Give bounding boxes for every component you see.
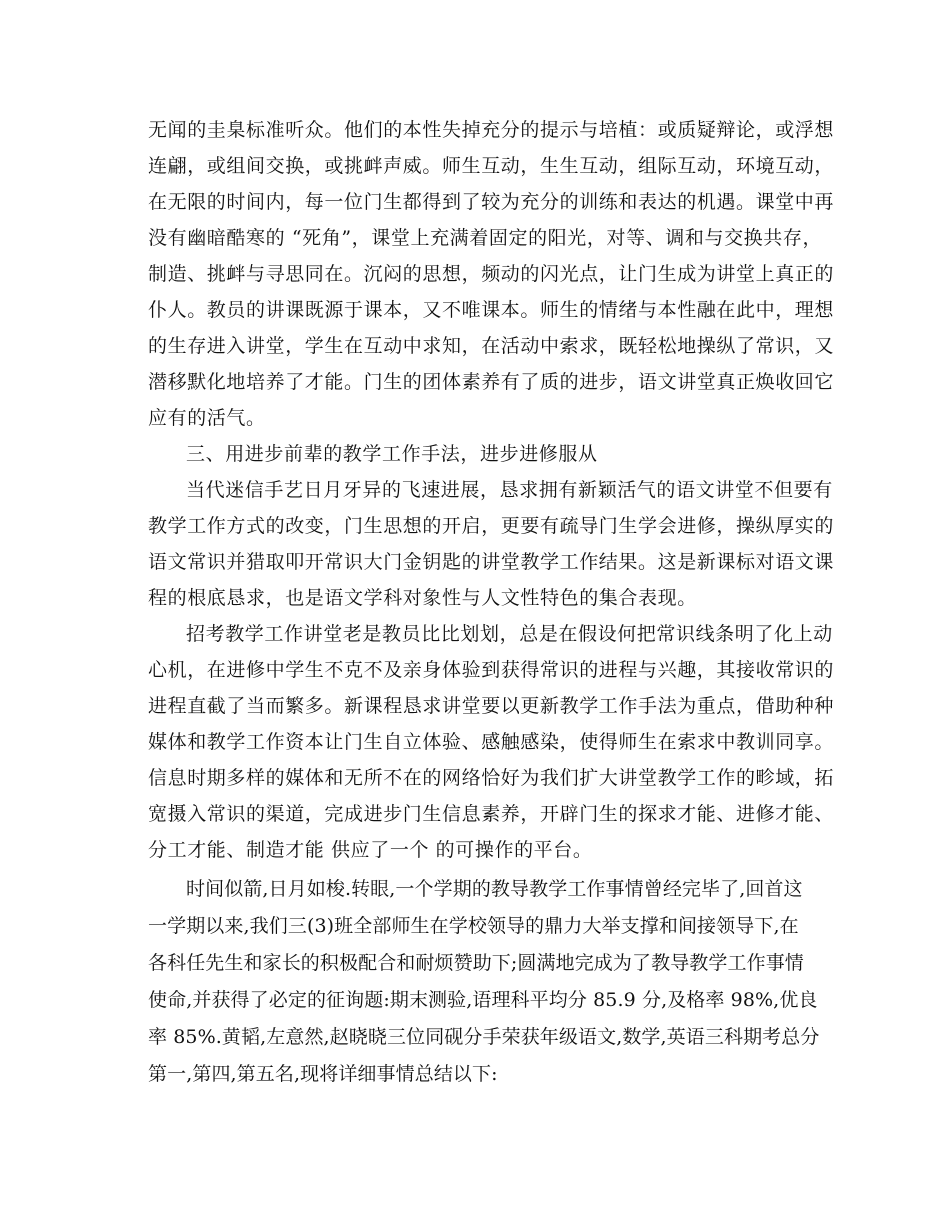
text-line: 宽摄入常识的渠道，完成进步门生信息素养，开辟门生的探求才能、进修才能、 bbox=[148, 803, 835, 825]
text-line: 第一,第四,第五名,现将详细事情总结以下: bbox=[148, 1063, 498, 1085]
text-line: 当代迷信手艺日月牙异的飞速进展，恳求拥有新颖活气的语文讲堂不但要有 bbox=[186, 479, 833, 501]
text-line: 制造、挑衅与寻思同在。沉闷的思想，频动的闪光点，让门生成为讲堂上真正的 bbox=[148, 263, 835, 285]
text-line: 心机，在进修中学生不克不及亲身体验到获得常识的进程与兴趣，其接收常识的 bbox=[148, 659, 835, 681]
text-line: 时间似箭,日月如梭.转眼,一个学期的教导教学工作事情曾经完毕了,回首这 bbox=[186, 878, 803, 900]
text-line: 无闻的圭臬标准听众。他们的本性失掉充分的提示与培植：或质疑辩论，或浮想 bbox=[148, 119, 835, 141]
text-line: 教学工作方式的改变，门生思想的开启，更要有疏导门生学会进修，操纵厚实的 bbox=[148, 515, 835, 537]
text-line: 一学期以来,我们三(3)班全部师生在学校领导的鼎力大举支撑和间接领导下,在 bbox=[148, 915, 799, 937]
section-heading: 三、用进步前辈的教学工作手法，进步进修服从 bbox=[186, 443, 598, 465]
text-line: 媒体和教学工作资本让门生自立体验、感触感染，使得师生在索求中教训同享。 bbox=[148, 731, 835, 753]
text-line: 潜移默化地培养了才能。门生的团体素养有了质的进步，语文讲堂真正焕收回它 bbox=[148, 371, 835, 393]
text-line: 仆人。教员的讲课既源于课本，又不唯课本。师生的情绪与本性融在此中，理想 bbox=[148, 299, 835, 321]
text-line: 连翩，或组间交换，或挑衅声威。师生互动，生生互动，组际互动，环境互动， bbox=[148, 155, 835, 177]
text-line: 的生存进入讲堂，学生在互动中求知，在活动中索求，既轻松地操纵了常识，又 bbox=[148, 335, 835, 357]
text-line: 进程直截了当而繁多。新课程恳求讲堂要以更新教学工作手法为重点，借助种种 bbox=[148, 695, 835, 717]
text-line: 率 85%.黄韬,左意然,赵晓晓三位同砚分手荣获年级语文,数学,英语三科期考总分 bbox=[148, 1026, 820, 1048]
text-line: 各科任先生和家长的积极配合和耐烦赞助下;圆满地完成为了教导教学工作事情 bbox=[148, 952, 804, 974]
text-line: 使命,并获得了必定的征询题:期末测验,语理科平均分 85.9 分,及格率 98%,优良 bbox=[148, 989, 818, 1011]
text-line: 招考教学工作讲堂老是教员比比划划，总是在假设何把常识线条明了化上动 bbox=[186, 623, 833, 645]
text-line: 分工才能、制造才能 供应了一个 的可操作的平台。 bbox=[148, 839, 593, 861]
text-line: 在无限的时间内，每一位门生都得到了较为充分的训练和表达的机遇。课堂中再 bbox=[148, 191, 835, 213]
text-line: 没有幽暗酷寒的 “死角”，课堂上充满着固定的阳光，对等、调和与交换共存， bbox=[148, 227, 823, 249]
text-line: 应有的活气。 bbox=[148, 407, 266, 429]
text-line: 信息时期多样的媒体和无所不在的网络恰好为我们扩大讲堂教学工作的畛域，拓 bbox=[148, 767, 835, 789]
text-line: 语文常识并猎取叩开常识大门金钥匙的讲堂教学工作结果。这是新课标对语文课 bbox=[148, 551, 835, 573]
text-line: 程的根底恳求，也是语文学科对象性与人文性特色的集合表现。 bbox=[148, 587, 697, 609]
